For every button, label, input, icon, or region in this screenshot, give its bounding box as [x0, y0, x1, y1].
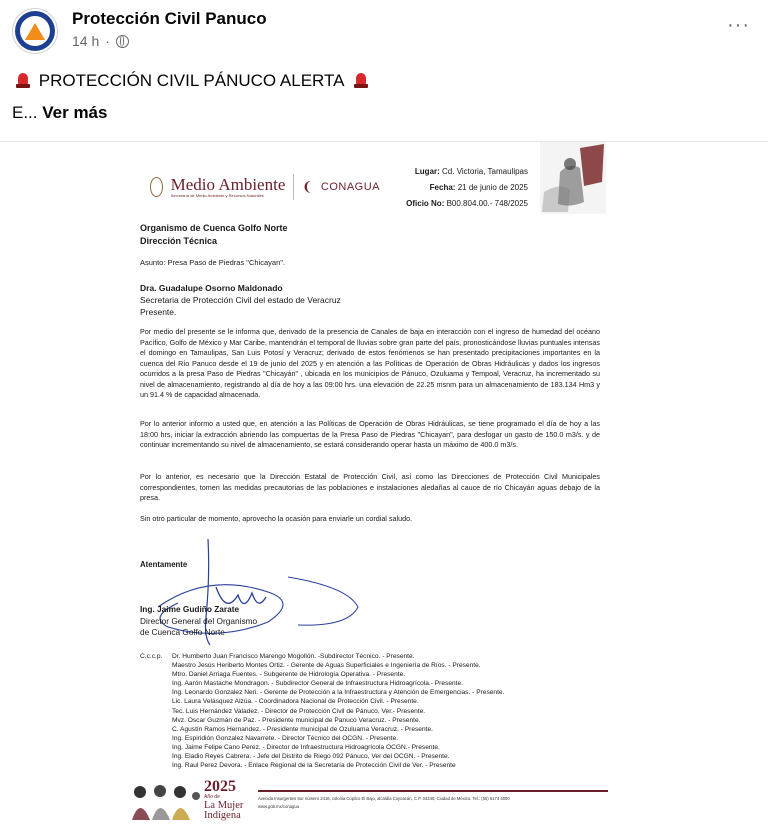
ccp-item: C. Agustín Ramos Hernandez. - Presidente municipal de Ozuluama Veracruz. - Presente.: [172, 725, 433, 733]
page-avatar[interactable]: [12, 8, 58, 54]
ccp-label: C.c.c.p.: [140, 653, 163, 660]
letter-footer: [130, 776, 610, 826]
meta-separator: ·: [105, 33, 110, 49]
globe-icon: [116, 35, 129, 48]
page-name[interactable]: Protección Civil Panuco: [72, 9, 267, 28]
post-time[interactable]: 14 h: [72, 33, 100, 49]
conagua-drop-icon: ❨: [301, 179, 313, 194]
official-letter: [130, 142, 610, 831]
office-value: B00.804.00.- 748/2025: [446, 199, 528, 208]
place-value: Cd. Victoria, Tamaulipas: [442, 167, 528, 176]
date-label: Fecha:: [429, 183, 456, 192]
siren-icon: [16, 73, 30, 88]
letterhead-logos: [150, 170, 380, 204]
headline-text: PROTECCIÓN CIVIL PÁNUCO ALERTA: [38, 71, 344, 90]
letter-paragraph-1: Por medio del presente se le informa que, derivado de la presencia de Canales de baja en interacción con el ingreso de humedad del océano Pacífico, Golfo de México y Mar Caribe, mantendrán el temporal de lluvias sobre gran parte del país, pronosticándose lluvias puntuales intensas el domingo en Tamaulipas, San Luis Potosí y Veracruz; derivado de estos fenómenos se han presentado precipitaciones importantes en la cuenca del Río Panuco desde el 19 de junio del 2025 y en atención a las Políticas de Operación de Obras Hidráulicas y dados los ingresos ocurridos a la presa Paso de Piedras "Chicayán" , ubicada en los municipios de Pánuco, Ozuluama y Tempoal, Veracruz, ha incrementado su nivel de almacenamiento, registrando al día de hoy a las 09:00 hrs. una elevación de 22.25 msnm para un almacenamiento de 183.134 Hm3 y un 91.4 % de capacidad almacenada.: [140, 327, 600, 399]
signer-block: [140, 604, 257, 639]
recipient-title: Secretaria de Protección Civil del estado de Veracruz: [140, 295, 341, 305]
signer-name: Ing. Jaime Gudiño Zarate: [140, 604, 240, 614]
siren-icon: [354, 73, 368, 88]
ccp-item: Ing. Eladio Reyes Cabrera. - Jefe del Distrito de Riego 092 Pánuco, Ver del OCGN. - Presente.: [172, 753, 450, 761]
issuing-organization: [140, 222, 288, 248]
footer-year: 2025: [204, 778, 236, 795]
place-label: Lugar:: [414, 167, 440, 176]
recipient-name: Dra. Guadalupe Osorno Maldonado: [140, 283, 283, 293]
ccp-item: Mtro. Daniel Arriaga Fuentes. - Subgerente de Hidrología Operativa. - Presente.: [172, 671, 406, 679]
signer-title-2: de Cuenca Golfo Norte: [140, 627, 225, 637]
signer-title-1: Director General del Organismo: [140, 615, 258, 626]
post-headline: [16, 70, 372, 92]
org-line-1: Organismo de Cuenca Golfo Norte: [140, 223, 288, 233]
ccp-item: Ing. Jaime Felipe Cano Perez. - Director de Infraestructura Hidroagrícola OCGN.- Presente.: [172, 743, 440, 751]
national-seal-icon: [150, 177, 163, 197]
avatar-logo: [15, 11, 55, 51]
footer-address: Avenida Insurgentes Sur número 2416, colonia Copilco El Bajo, alcaldía Coyoacán, C.P. 04340, Ciudad de México. Tel.: (55) 5174 4000: [258, 796, 510, 801]
recipient-presente: Presente.: [140, 307, 177, 317]
more-options-icon[interactable]: ···: [727, 14, 750, 36]
ccp-item: Mvz. Oscar Guzmán de Paz. - Presidente municipal de Panuco Veracruz. - Presente.: [172, 716, 421, 724]
footer-website: www.gob.mx/conagua: [258, 804, 299, 809]
preview-text: E...: [12, 103, 38, 122]
indigenous-women-image: [130, 782, 202, 820]
letter-paragraph-3: Por lo anterior, es necesario que la Dirección Estatal de Protección Civil, así como las Direcciones de Protección Civil Municipales correspondientes, tomen las medidas precautorias de las poblaciones e instalaciones aledañas al cauce de río Chicayán aguas debajo de la presa.: [140, 472, 600, 502]
ccp-item: Ing. Raul Perez Devora. - Enlace Regional de la Secretaría de Protección Civil de Ver. - Presente: [172, 762, 456, 770]
footer-mujer-line-2: Indígena: [204, 810, 241, 821]
footer-mujer-line-1: La Mujer: [204, 800, 244, 811]
logo-medio-ambiente: Medio Ambiente: [170, 174, 286, 194]
ccp-item: Tec. Luis Hernández Valadez. - Director de Protección Civil de Pánuco, Ver.- Presente.: [172, 707, 426, 715]
letter-recipient: [140, 282, 341, 318]
org-line-2: Dirección Técnica: [140, 236, 218, 246]
logo-medio-ambiente-sub: Secretaría de Medio Ambiente y Recursos Naturales: [170, 192, 264, 198]
post-preview: [12, 102, 107, 124]
ccp-item: Lic. Laura Velásquez Alzúa. - Coordinadora Nacional de Protección Civil. - Presente.: [172, 698, 419, 706]
ccp-item: Dr. Humberto Juan Francisco Marengo Mogollón. -Subdirector Técnico. - Presente.: [172, 653, 415, 660]
logo-conagua: CONAGUA: [320, 181, 380, 193]
flag-figure-image: [540, 142, 606, 214]
letter-paragraph-4: Sin otro particular de momento, aprovecho la ocasión para enviarle un cordial saludo.: [140, 514, 413, 523]
footer-rule: [258, 790, 608, 792]
closing-text: Atentamente: [140, 560, 188, 569]
post-image[interactable]: [0, 141, 768, 831]
letter-subject: Asunto: Presa Paso de Piedras "Chicayan".: [140, 258, 285, 267]
see-more-link[interactable]: Ver más: [42, 103, 108, 122]
ccp-item: Ing. Leonardo Gonzalez Neri. - Gerente de Protección a la Infraestructura y Atención de Emergencias. - Presente.: [172, 689, 505, 697]
footer-mujer-indigena: [204, 801, 243, 821]
letter-meta: [368, 164, 528, 212]
post-meta: [72, 33, 129, 49]
post-header: [0, 0, 768, 64]
office-label: Oficio No:: [406, 199, 445, 208]
footer-year-sub: Año de: [204, 794, 220, 800]
ccp-item: Ing. Espiridión Gonzalez Navarrete. - Director Técnico del OCGN. - Presente.: [172, 734, 398, 742]
letter-paragraph-2: Por lo anterior informo a usted que, en atención a las Políticas de Operación de Obras Hidráulicas, se tiene programado el día de hoy a las 18:00 hrs, iniciar la extracción abriendo las compuertas de la Presa Paso de Piedras "Chicayan", para desfogar un gasto de 150.0 m3/s. y de continuar incrementando su nivel de almacenamiento, se estará considerando operar hasta un máximo de 400.0 m3/s.: [140, 419, 600, 449]
date-value: 21 de junio de 2025: [457, 183, 528, 192]
logo-divider: [293, 174, 294, 200]
ccp-item: Maestro Jesús Heriberto Montes Ortiz. - Gerente de Aguas Superficiales e Ingeniería de Ríos. - Presente.: [172, 662, 481, 670]
ccp-item: Ing. Aarón Mastache Mondragon. - Subdirector General de Infraestructura Hidroagrícola.- Presente.: [172, 680, 464, 688]
